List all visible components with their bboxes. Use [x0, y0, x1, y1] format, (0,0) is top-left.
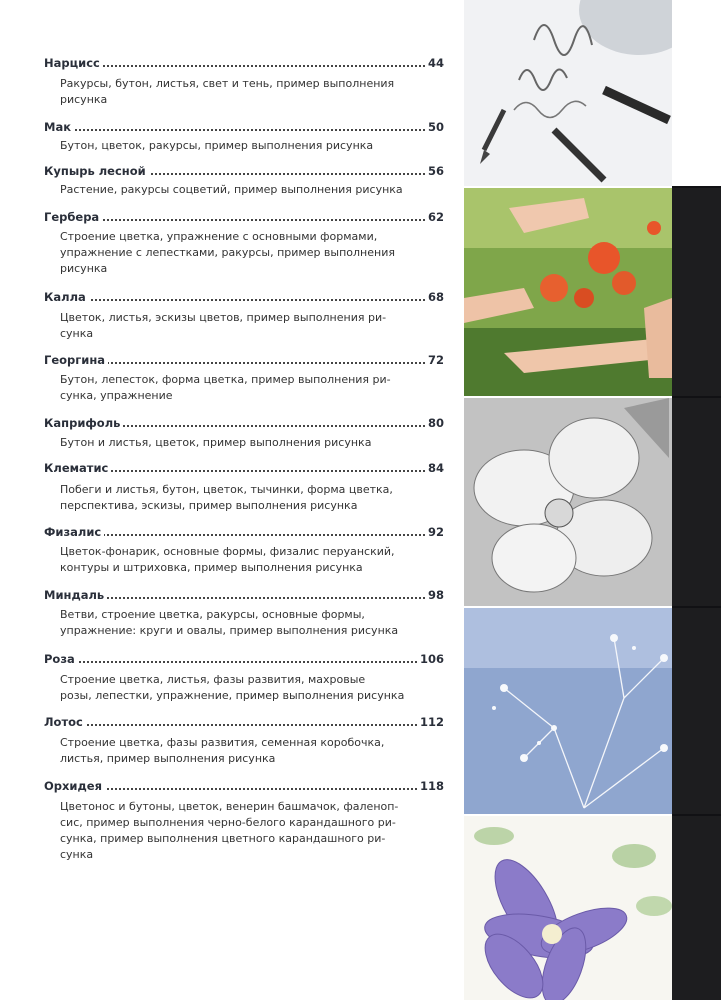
- entry-title: Гербера: [44, 210, 102, 224]
- toc-entry[interactable]: [44, 349, 444, 367]
- page-number: 92: [425, 525, 444, 539]
- entry-description: Строение цветка, листья, фазы развития, махровые розы, лепестки, упражнение, пример выполнения рисунка: [60, 673, 405, 702]
- dot-leader: [44, 65, 444, 67]
- page-number: 62: [425, 210, 444, 224]
- dot-leader: [44, 724, 444, 726]
- toc-entry[interactable]: [44, 521, 444, 539]
- entry-description: Растение, ракурсы соцветий, пример выполнения рисунка: [60, 183, 403, 196]
- illustration-strip: [460, 0, 721, 1000]
- entry-title: Калла: [44, 290, 89, 304]
- entry-title: Клематис: [44, 461, 111, 475]
- toc-entry[interactable]: [44, 584, 444, 602]
- entry-description: Строение цветка, упражнение с основными формами, упражнение с лепестками, ракурсы, пример выполнения рисунка: [60, 230, 395, 275]
- toc-entry[interactable]: [44, 160, 444, 178]
- dot-leader: [44, 129, 444, 131]
- image-poppies: [460, 188, 721, 396]
- image-pencils: [460, 0, 721, 186]
- toc-entry[interactable]: [44, 286, 444, 304]
- entry-description: Бутон, цветок, ракурсы, пример выполнения рисунка: [60, 139, 374, 152]
- page-number: 56: [425, 164, 444, 178]
- entry-title: Роза: [44, 652, 78, 666]
- toc-entry[interactable]: [44, 648, 444, 666]
- entry-title: Нарцисс: [44, 56, 103, 70]
- entry-title: Мак: [44, 120, 74, 134]
- toc-entry[interactable]: [44, 116, 444, 134]
- page-number: 118: [417, 779, 444, 793]
- page-number: 98: [425, 588, 444, 602]
- clematis-drawing: [464, 816, 672, 1000]
- toc-entry[interactable]: [44, 457, 444, 475]
- image-umbellifer: [460, 608, 721, 814]
- entry-description: Ветви, строение цветка, ракурсы, основные формы, упражнение: круги и овалы, пример выполнения рисунка: [60, 608, 399, 637]
- toc-entry[interactable]: [44, 711, 444, 729]
- page-number: 84: [425, 461, 444, 475]
- page-number: 50: [425, 120, 444, 134]
- entry-description: Ракурсы, бутон, листья, свет и тень, пример выполнения рисунка: [60, 77, 395, 106]
- page-number: 68: [425, 290, 444, 304]
- entry-title: Орхидея: [44, 779, 105, 793]
- poppies-photo: [464, 188, 672, 396]
- toc-entry[interactable]: [44, 206, 444, 224]
- entry-description: Бутон, лепесток, форма цветка, пример выполнения ри- сунка, упражнение: [60, 373, 391, 402]
- image-pencil-flower: [460, 398, 721, 606]
- pencils-illustration: [464, 0, 672, 186]
- page-number: 112: [417, 715, 444, 729]
- dot-leader: [44, 299, 444, 301]
- entry-description: Цветонос и бутоны, цветок, венерин башмачок, фаленоп- сис, пример выполнения черно-белого карандашного ри- сунка, пример выполнения цветного карандашного ри- сунка: [60, 800, 399, 861]
- entry-description: Цветок, листья, эскизы цветов, пример выполнения ри- сунка: [60, 311, 387, 340]
- toc-entry[interactable]: [44, 412, 444, 430]
- dot-leader: [44, 219, 444, 221]
- pencil-flower-drawing: [464, 398, 672, 606]
- page-number: 80: [425, 416, 444, 430]
- umbellifer-painting: [464, 608, 672, 814]
- entry-title: Лотос: [44, 715, 86, 729]
- entry-description: Бутон и листья, цветок, пример выполнения рисунка: [60, 436, 372, 449]
- toc-entry[interactable]: [44, 52, 444, 70]
- page-number: 72: [425, 353, 444, 367]
- entry-title: Купырь лесной: [44, 164, 149, 178]
- entry-description: Цветок-фонарик, основные формы, физалис перуанский, контуры и штриховка, пример выполнения рисунка: [60, 545, 395, 574]
- page-number: 44: [425, 56, 444, 70]
- entry-title: Георгина: [44, 353, 108, 367]
- entry-title: Миндаль: [44, 588, 107, 602]
- toc-entry[interactable]: [44, 775, 444, 793]
- dot-leader: [44, 661, 444, 663]
- entry-title: Физалис: [44, 525, 104, 539]
- page-number: 106: [417, 652, 444, 666]
- entry-description: Побеги и листья, бутон, цветок, тычинки, форма цветка, перспектива, эскизы, пример выполнения рисунка: [60, 483, 393, 512]
- image-clematis: [460, 816, 721, 1000]
- entry-description: Строение цветка, фазы развития, семенная коробочка, листья, пример выполнения рисунка: [60, 736, 385, 765]
- entry-title: Каприфоль: [44, 416, 123, 430]
